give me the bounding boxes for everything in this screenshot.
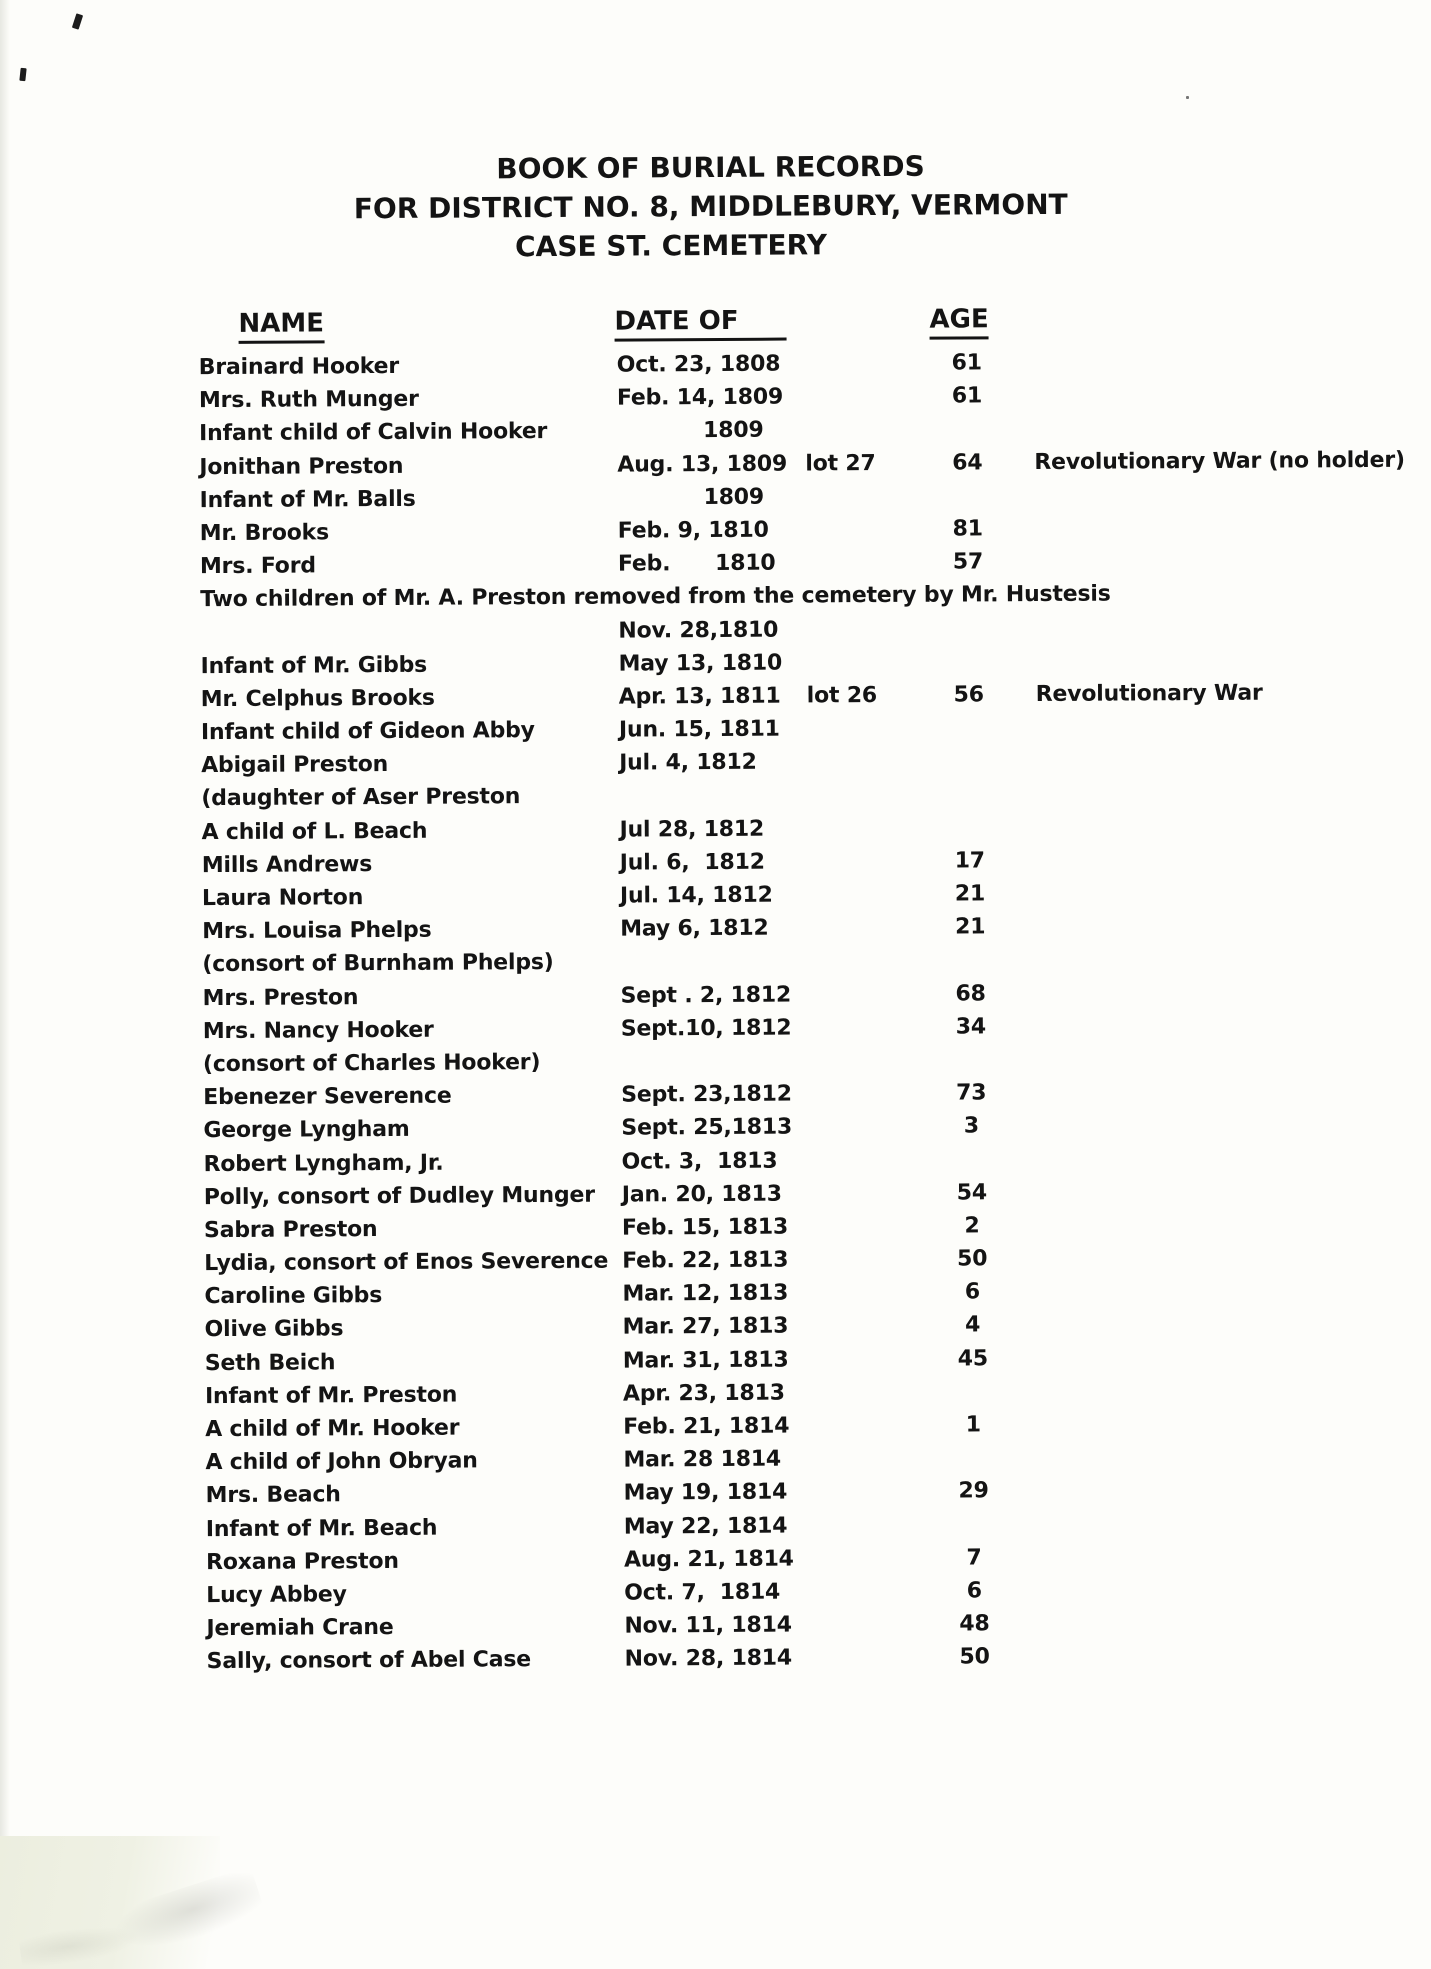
lot-cell — [807, 778, 929, 812]
date-cell: Sept.10, 1812 — [620, 1015, 792, 1042]
lot-cell — [808, 977, 930, 1011]
name-cell: George Lyngham — [203, 1117, 410, 1144]
name-cell: Infant of Mr. Gibbs — [200, 652, 428, 679]
note-cell — [1013, 1339, 1431, 1375]
name-cell: A child of Mr. Hooker — [205, 1415, 460, 1443]
note-cell — [1010, 875, 1431, 911]
age-cell: 61 — [951, 350, 982, 376]
name-cell: Abigail Preston — [201, 752, 389, 779]
name-cell: Polly, consort of Dudley Munger — [203, 1182, 595, 1210]
age-cell: 64 — [952, 449, 983, 476]
lot-cell — [810, 1276, 932, 1310]
full-text-cell: Two children of Mr. A. Preston removed from the cemetery by Mr. Hustesis — [200, 581, 1111, 613]
note-cell — [1007, 344, 1428, 380]
document-title — [220, 145, 1201, 268]
name-cell: Brainard Hooker — [198, 353, 400, 381]
name-cell: Laura Norton — [201, 885, 364, 912]
date-cell: Feb. 9, 1810 — [617, 517, 769, 544]
date-cell: Jul. 14, 1812 — [619, 882, 773, 909]
age-cell — [931, 1143, 1011, 1177]
age-cell — [929, 811, 1009, 845]
name-cell: Mrs. Ruth Munger — [198, 386, 419, 414]
burial-table-rows — [0, 344, 1431, 1680]
name-cell: (consort of Charles Hooker) — [202, 1050, 541, 1078]
name-cell: Mills Andrews — [201, 851, 373, 878]
name-cell: Mrs. Ford — [199, 553, 316, 580]
note-cell — [1009, 808, 1430, 844]
name-cell: Mr. Celphus Brooks — [200, 685, 435, 713]
age-cell: 4 — [964, 1312, 981, 1338]
age-cell: 34 — [955, 1014, 986, 1040]
name-cell: Roxana Preston — [205, 1548, 399, 1575]
note-cell — [1008, 642, 1429, 678]
lot-cell — [805, 347, 927, 381]
note-cell — [1014, 1605, 1431, 1641]
note-cell — [1012, 1240, 1431, 1276]
name-cell: Lydia, consort of Enos Severence — [204, 1248, 609, 1277]
lot-cell — [805, 413, 927, 447]
age-cell — [928, 612, 1008, 646]
lot-cell: lot 27 — [805, 450, 876, 477]
note-cell — [1014, 1538, 1431, 1574]
name-cell: Olive Gibbs — [204, 1316, 344, 1343]
note-cell — [1009, 742, 1430, 778]
date-cell: Feb. 22, 1813 — [622, 1247, 789, 1274]
date-cell — [619, 779, 807, 813]
age-cell — [933, 1441, 1013, 1475]
age-cell: 2 — [964, 1213, 980, 1239]
date-cell: Mar. 31, 1813 — [622, 1347, 789, 1374]
lot-cell — [809, 1143, 931, 1177]
age-cell — [930, 944, 1010, 978]
name-cell: Infant child of Gideon Abby — [200, 718, 535, 746]
date-cell: Jul. 4, 1812 — [619, 749, 757, 776]
age-cell: 1 — [965, 1412, 981, 1438]
age-cell: 29 — [958, 1478, 989, 1504]
note-cell — [1011, 1007, 1431, 1043]
age-cell: 3 — [963, 1113, 980, 1139]
lot-cell — [805, 479, 927, 513]
name-cell: Mrs. Nancy Hooker — [202, 1017, 434, 1044]
note-cell — [1011, 1140, 1431, 1176]
note-cell — [1013, 1406, 1431, 1442]
name-cell: Jeremiah Crane — [206, 1615, 394, 1642]
lot-cell — [810, 1243, 932, 1277]
name-cell: Mrs. Louisa Phelps — [202, 917, 432, 945]
age-cell: 7 — [966, 1545, 982, 1571]
lot-cell — [811, 1442, 933, 1476]
title-line-3: CASE ST. CEMETERY — [514, 228, 828, 264]
lot-cell — [807, 712, 929, 746]
note-cell — [1011, 1041, 1431, 1077]
date-cell: Nov. 28,1810 — [618, 617, 779, 644]
lot-cell: lot 26 — [806, 682, 878, 709]
date-cell — [621, 1044, 809, 1078]
title-line-2: FOR DISTRICT NO. 8, MIDDLEBURY, VERMONT — [353, 187, 1068, 226]
age-cell: 48 — [959, 1611, 990, 1637]
lot-cell — [811, 1409, 933, 1443]
lot-cell — [808, 911, 930, 945]
name-cell: Sabra Preston — [203, 1216, 378, 1244]
lot-cell — [810, 1210, 932, 1244]
date-cell: Sept. 25,1813 — [621, 1114, 793, 1141]
age-cell: 61 — [951, 383, 983, 409]
lot-cell — [812, 1608, 934, 1642]
lot-cell — [806, 612, 928, 646]
note-cell — [1007, 377, 1428, 413]
date-cell: Mar. 12, 1813 — [622, 1280, 789, 1307]
date-cell: Aug. 21, 1814 — [623, 1546, 794, 1573]
lot-cell — [812, 1541, 934, 1575]
note-cell — [1014, 1572, 1431, 1608]
lot-cell — [809, 1077, 931, 1111]
age-cell: 50 — [957, 1246, 988, 1272]
lot-cell — [811, 1342, 933, 1376]
age-cell: 17 — [954, 848, 985, 874]
note-cell — [1010, 841, 1431, 877]
date-cell: Jul. 6, 1812 — [619, 849, 765, 876]
lot-cell — [806, 513, 928, 547]
note-cell — [1014, 1505, 1431, 1541]
name-cell: Mr. Brooks — [199, 520, 330, 547]
lot-cell — [811, 1309, 933, 1343]
note-cell — [1010, 908, 1431, 944]
name-cell — [200, 614, 618, 650]
age-cell: 68 — [955, 980, 986, 1007]
date-cell: Jun. 15, 1811 — [618, 716, 780, 743]
lot-cell — [812, 1575, 934, 1609]
note-cell — [1008, 609, 1429, 645]
date-cell: Feb. 14, 1809 — [616, 384, 784, 411]
lot-cell — [813, 1641, 935, 1675]
age-cell — [933, 1375, 1013, 1409]
note-cell — [1010, 974, 1431, 1010]
date-cell: May 13, 1810 — [618, 650, 783, 677]
name-cell: Infant of Mr. Beach — [205, 1515, 438, 1542]
lot-cell — [809, 1110, 931, 1144]
date-cell: Oct. 3, 1813 — [621, 1148, 778, 1175]
note-cell — [1010, 941, 1431, 977]
note-cell — [1013, 1439, 1431, 1475]
lot-cell — [811, 1375, 933, 1409]
name-cell: Mrs. Preston — [202, 984, 359, 1011]
name-cell: Seth Beich — [204, 1349, 336, 1376]
name-cell: Caroline Gibbs — [204, 1283, 383, 1310]
age-cell — [929, 744, 1009, 778]
date-cell: May 6, 1812 — [620, 915, 769, 942]
age-cell: 6 — [966, 1578, 982, 1604]
date-cell: Feb. 21, 1814 — [623, 1413, 790, 1440]
date-cell: Nov. 11, 1814 — [624, 1612, 792, 1639]
date-cell: Apr. 13, 1811 — [618, 683, 781, 710]
note-cell: Revolutionary War — [1035, 680, 1263, 707]
age-cell: 56 — [953, 682, 984, 708]
age-cell — [927, 413, 1007, 447]
lot-cell — [809, 1010, 931, 1044]
age-cell: 57 — [952, 549, 984, 575]
age-cell: 54 — [956, 1180, 987, 1206]
age-column-header: AGE — [929, 304, 988, 339]
age-cell — [929, 711, 1009, 745]
age-cell: 6 — [964, 1279, 981, 1305]
note-cell — [1013, 1372, 1431, 1408]
date-cell: Feb. 15, 1813 — [621, 1214, 789, 1241]
note-cell — [1007, 410, 1428, 446]
date-cell: May 22, 1814 — [623, 1513, 788, 1540]
note-cell — [1014, 1472, 1431, 1508]
lot-cell — [806, 546, 928, 580]
age-cell: 45 — [957, 1345, 988, 1372]
age-cell: 50 — [959, 1644, 990, 1670]
age-cell — [934, 1508, 1014, 1542]
note-cell — [1012, 1273, 1431, 1309]
lot-cell — [808, 845, 930, 879]
date-cell: Apr. 23, 1813 — [622, 1380, 785, 1407]
lot-cell — [812, 1508, 934, 1542]
age-cell — [931, 1043, 1011, 1077]
name-cell: A child of John Obryan — [205, 1448, 478, 1476]
date-cell: May 19, 1814 — [623, 1479, 788, 1506]
date-cell: 1809 — [703, 418, 764, 444]
lot-cell — [807, 745, 929, 779]
lot-cell — [809, 1044, 931, 1078]
date-cell: Jan. 20, 1813 — [621, 1181, 782, 1208]
title-line-1: BOOK OF BURIAL RECORDS — [496, 149, 925, 186]
name-cell: Infant child of Calvin Hooker — [199, 419, 548, 447]
date-cell: Sept . 2, 1812 — [620, 982, 792, 1009]
note-cell — [1011, 1074, 1431, 1110]
name-cell: Jonithan Preston — [199, 453, 404, 480]
note-cell: Revolutionary War (no holder) — [1034, 447, 1405, 475]
lot-cell — [805, 380, 927, 414]
date-cell: Mar. 28 1814 — [623, 1446, 782, 1473]
date-column-header: DATE OF — [614, 306, 786, 342]
age-cell — [928, 645, 1008, 679]
note-cell — [1015, 1638, 1431, 1674]
age-cell — [929, 778, 1009, 812]
age-cell: 73 — [955, 1080, 987, 1106]
note-cell — [1011, 1107, 1431, 1143]
name-cell: (consort of Burnham Phelps) — [202, 950, 554, 978]
name-cell: Robert Lyngham, Jr. — [203, 1150, 444, 1177]
note-cell — [1009, 775, 1430, 811]
name-cell: Infant of Mr. Balls — [199, 486, 416, 513]
note-cell — [1012, 1173, 1431, 1209]
date-cell: Jul 28, 1812 — [619, 816, 765, 843]
name-cell: A child of L. Beach — [201, 818, 428, 845]
name-cell: Sally, consort of Abel Case — [206, 1647, 532, 1675]
note-cell — [1008, 510, 1429, 546]
note-cell — [1013, 1306, 1431, 1342]
lot-cell — [812, 1475, 934, 1509]
lot-cell — [808, 944, 930, 978]
lot-cell — [810, 1176, 932, 1210]
date-cell — [620, 945, 808, 979]
note-cell — [1007, 476, 1428, 512]
note-cell — [1012, 1206, 1431, 1242]
name-cell: Ebenezer Severence — [203, 1083, 452, 1111]
age-cell: 21 — [954, 914, 986, 940]
lot-cell — [808, 878, 930, 912]
age-cell: 81 — [952, 516, 983, 542]
note-cell — [1008, 543, 1429, 579]
name-cell: (daughter of Aser Preston — [201, 784, 521, 812]
date-cell: Feb. 1810 — [617, 550, 776, 577]
name-cell: Lucy Abbey — [206, 1582, 347, 1609]
lot-cell — [807, 811, 929, 845]
date-cell: Oct. 7, 1814 — [624, 1579, 781, 1606]
note-cell — [1009, 709, 1430, 745]
lot-cell — [806, 645, 928, 679]
name-cell: Mrs. Beach — [205, 1482, 341, 1509]
age-cell — [927, 479, 1007, 513]
age-cell: 21 — [954, 881, 986, 907]
date-cell: Aug. 13, 1809 — [617, 451, 788, 478]
date-cell: Oct. 23, 1808 — [616, 351, 781, 378]
name-column-header: NAME — [238, 308, 324, 344]
name-cell: Infant of Mr. Preston — [204, 1382, 458, 1409]
date-cell: 1809 — [703, 484, 765, 510]
date-cell: Sept. 23,1812 — [621, 1081, 792, 1108]
date-cell: Mar. 27, 1813 — [622, 1313, 789, 1341]
date-cell: Nov. 28, 1814 — [624, 1645, 793, 1672]
